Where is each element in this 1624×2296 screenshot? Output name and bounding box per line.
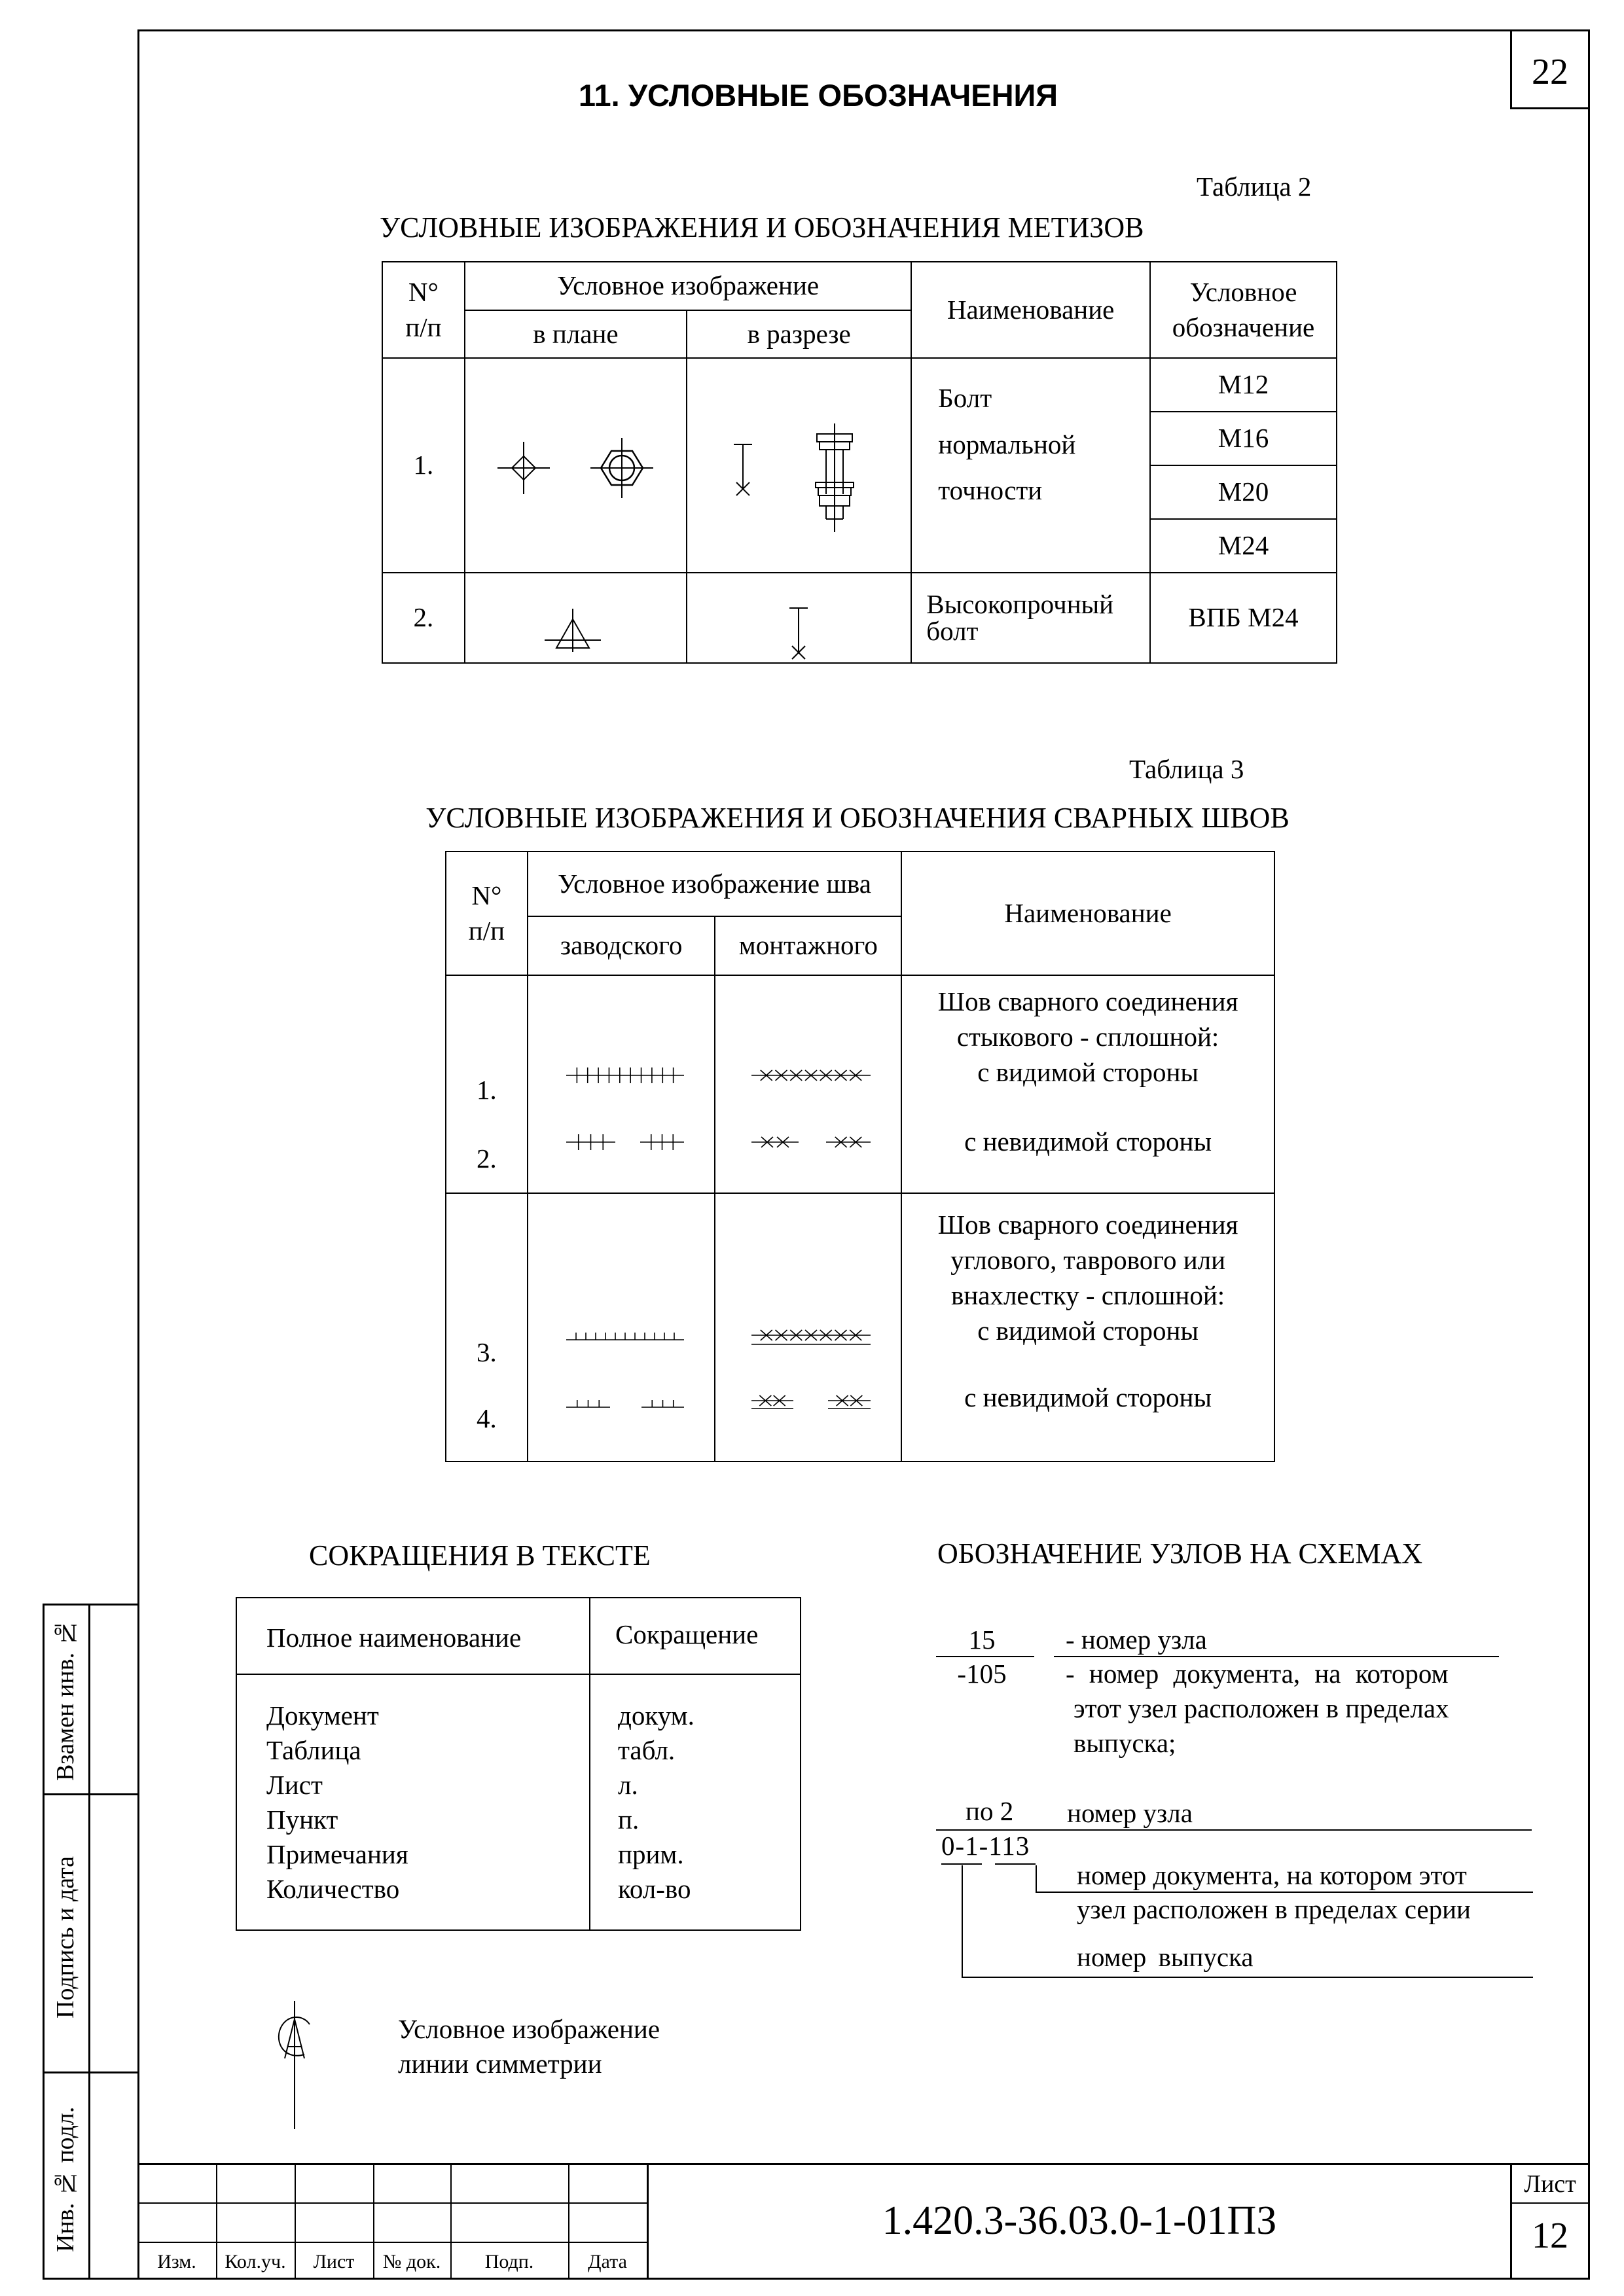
symmetry-text-line: линии симметрии: [398, 2049, 602, 2079]
abbr-full-item: Количество: [266, 1874, 400, 1904]
node1-top: 15: [968, 1624, 996, 1655]
abbr-short-item: докум.: [618, 1700, 695, 1731]
abbr-short-item: кол-во: [618, 1874, 691, 1904]
abbr-short-item: табл.: [618, 1735, 676, 1765]
table3-caption: Таблица 3: [1129, 754, 1244, 784]
side-stamp-inv-zamen: Взамен инв. №: [52, 1619, 79, 1782]
tb-col-podp: Подп.: [484, 2251, 534, 2272]
node1-bottom-desc: выпуска;: [1074, 1728, 1176, 1758]
abbreviations-table: [236, 1597, 801, 1931]
node2-bottom: 0-1-113: [941, 1831, 1030, 1861]
t3-name-line: стыкового - сплошной:: [956, 1022, 1219, 1052]
t3-name-line: Шов сварного соединения: [937, 1210, 1238, 1240]
abbr-short-item: п.: [618, 1804, 640, 1835]
abbr-header-full: Полное наименование: [266, 1623, 522, 1653]
section-title: 11. УСЛОВНЫЕ ОБОЗНАЧЕНИЯ: [578, 78, 1058, 113]
t3-name-line: с видимой стороны: [977, 1316, 1199, 1346]
abbr-full-item: Пункт: [266, 1804, 338, 1835]
node1-bottom-desc: этот узел расположен в пределах: [1074, 1693, 1449, 1723]
nodes-title: ОБОЗНАЧЕНИЕ УЗЛОВ НА СХЕМАХ: [937, 1537, 1423, 1570]
t2-designation-m24: M24: [1150, 519, 1337, 573]
table2-title: УСЛОВНЫЕ ИЗОБРАЖЕНИЯ И ОБОЗНАЧЕНИЯ МЕТИЗОВ: [380, 211, 1144, 243]
abbr-full-item: Таблица: [266, 1735, 361, 1765]
symmetry-text-line: Условное изображение: [398, 2014, 660, 2044]
t2-head-name: Наименование: [911, 262, 1150, 358]
t3-name-line: углового, таврового или: [950, 1245, 1226, 1276]
t3-num: 1.: [477, 1075, 497, 1105]
t2-head-num: N° п/п: [382, 262, 465, 358]
side-stamp-sign-date: Подпись и дата: [52, 1856, 79, 2019]
t2-designation-m16: M16: [1150, 412, 1337, 465]
t3-head-factory: заводского: [528, 916, 715, 975]
tb-col-list: Лист: [313, 2251, 355, 2272]
t2-head-designation: Условное обозначение: [1150, 262, 1337, 358]
t2-row1-num: 1.: [382, 358, 465, 573]
abbr-full-item: Примечания: [266, 1839, 408, 1869]
abbr-short-item: л.: [618, 1770, 638, 1800]
document-code: 1.420.3-36.03.0-1-01ПЗ: [882, 2198, 1277, 2243]
t3-head-field: монтажного: [715, 916, 901, 975]
abbr-short-list: [618, 1698, 695, 1907]
node2-top: по 2: [965, 1796, 1014, 1826]
node1-bottom-desc: - номер документа, на котором: [1066, 1659, 1449, 1689]
t3-num: 4.: [477, 1403, 497, 1433]
t3-num: 3.: [477, 1337, 497, 1368]
table2-caption: Таблица 2: [1197, 171, 1312, 202]
t3-head-name: Наименование: [901, 852, 1274, 975]
t2-designation-m20: M20: [1150, 465, 1337, 519]
t2-row1-name-line: нормальной: [938, 429, 1076, 459]
node1-bottom: -105: [957, 1659, 1007, 1689]
t3-name-line: с невидимой стороны: [964, 1382, 1212, 1412]
abbr-header-short: Сокращение: [615, 1619, 759, 1649]
abbreviations-title: СОКРАЩЕНИЯ В ТЕКСТЕ: [309, 1539, 651, 1571]
sheet-number: 12: [1532, 2215, 1568, 2256]
abbr-short-item: прим.: [618, 1839, 684, 1869]
t3-name-line: с невидимой стороны: [964, 1126, 1212, 1157]
t2-head-image: Условное изображение: [465, 262, 911, 310]
table3-title: УСЛОВНЫЕ ИЗОБРАЖЕНИЯ И ОБОЗНАЧЕНИЯ СВАРНЫХ ШВОВ: [425, 802, 1290, 834]
abbr-full-list: [266, 1698, 408, 1907]
side-stamp-inv-podl: Инв. № подл.: [52, 2106, 79, 2253]
t2-head-section: в разрезе: [687, 310, 911, 358]
t3-name-line: с видимой стороны: [977, 1057, 1199, 1088]
t3-name-line: Шов сварного соединения: [937, 986, 1238, 1016]
tb-col-date: Дата: [588, 2251, 627, 2272]
sheet-label: Лист: [1524, 2170, 1576, 2198]
t2-row1-name-line: точности: [938, 475, 1043, 506]
t3-num: 2.: [477, 1143, 497, 1174]
abbr-full-item: Лист: [266, 1770, 323, 1800]
abbr-full-item: Документ: [266, 1700, 379, 1731]
top-sheet-number: 22: [1532, 52, 1568, 92]
t2-row1-name-line: Болт: [938, 383, 992, 413]
t2-row2-name-line: Высокопрочный: [926, 589, 1114, 619]
t3-name-line: внахлестку - сплошной:: [950, 1280, 1225, 1311]
t2-designation-vpb: ВПБ M24: [1150, 573, 1337, 663]
node2-desc-node: номер узла: [1067, 1798, 1193, 1828]
node1-top-desc: - номер узла: [1066, 1624, 1207, 1655]
symmetry-line-icon: [265, 2000, 324, 2130]
t3-head-image: Условное изображение шва: [528, 852, 901, 916]
t2-row2-name-line: болт: [926, 616, 979, 646]
t2-row2-num: 2.: [382, 573, 465, 663]
node2-desc-doc: номер документа, на котором этот: [1077, 1860, 1467, 1890]
tb-col-doc: № док.: [382, 2251, 441, 2272]
node2-desc-issue: номер выпуска: [1077, 1942, 1254, 1972]
tb-col-kol: Кол.уч.: [225, 2251, 286, 2272]
t3-head-num: N° п/п: [446, 852, 528, 975]
t2-head-plan: в плане: [465, 310, 687, 358]
t2-designation-m12: M12: [1150, 358, 1337, 412]
tb-col-izm: Изм.: [157, 2251, 196, 2272]
node2-desc-doc: узел расположен в пределах серии: [1077, 1894, 1471, 1924]
